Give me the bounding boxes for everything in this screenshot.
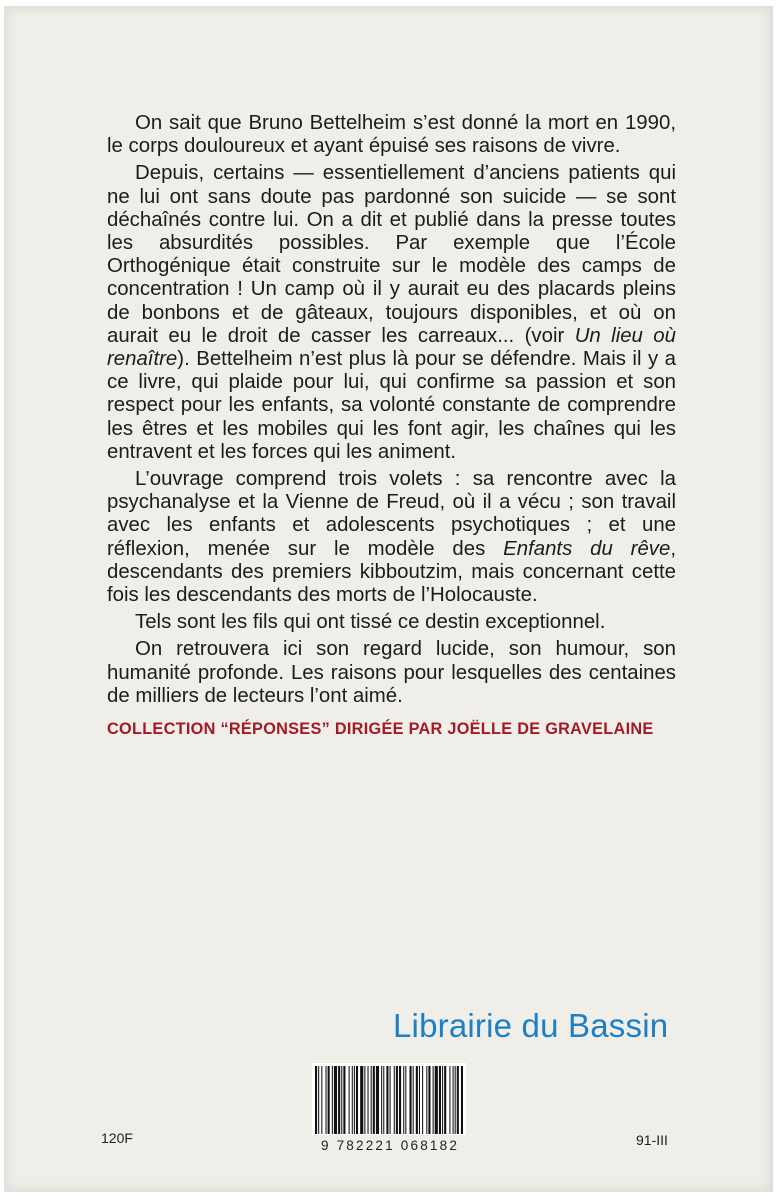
- blurb-text: , descendants des premiers kibboutzim, mais concernant cette fois les descendants des morts de l’Holocauste.: [107, 537, 677, 607]
- collection-line: COLLECTION “RÉPONSES” DIRIGÉE PAR JOËLLE DE GRAVELAINE: [107, 719, 654, 738]
- barcode-bar: [343, 1066, 345, 1134]
- barcode-bar: [413, 1066, 414, 1134]
- barcode-bar: [433, 1066, 434, 1134]
- barcode-bar: [410, 1066, 412, 1134]
- isbn-number: 9 782221 068182: [320, 1138, 460, 1153]
- barcode-bar: [318, 1066, 319, 1134]
- edition-code: 91-III: [636, 1132, 668, 1148]
- barcode-bar: [315, 1066, 317, 1134]
- blurb-paragraph: [107, 638, 676, 708]
- barcode-bar: [394, 1066, 395, 1134]
- barcode-bar: [368, 1066, 369, 1134]
- barcode-bar: [453, 1066, 454, 1134]
- barcode-bar: [360, 1066, 363, 1134]
- barcode-bar: [419, 1066, 420, 1134]
- blurb-text: On retrouvera ici son regard lucide, son humour, son humanité profonde. Les raisons pour lesquelles des centaines de milliers de lecteurs l’ont aimé.: [107, 638, 676, 707]
- blurb-text: On sait que Bruno Bettelheim s’est donné la mort en 1990, le corps douloureux et ayant épuisé ses raisons de vivre.: [107, 112, 676, 158]
- book-title-reference: Un lieu où renaître: [107, 324, 676, 371]
- barcode-bar: [428, 1066, 430, 1134]
- barcode-bar: [396, 1066, 398, 1134]
- barcode-bar: [326, 1066, 327, 1134]
- barcode-bar: [457, 1066, 459, 1134]
- book-title-reference: Enfants du rêve: [503, 537, 671, 560]
- blurb-paragraph: [107, 162, 676, 464]
- blurb-paragraph: [107, 611, 676, 634]
- barcode-bar: [364, 1066, 365, 1134]
- blurb-paragraph: [107, 468, 676, 607]
- barcode-bar: [416, 1066, 418, 1134]
- barcode-bar: [349, 1066, 350, 1134]
- barcode-bar: [442, 1066, 443, 1134]
- barcode-bar: [399, 1066, 401, 1134]
- barcode-bar: [371, 1066, 372, 1134]
- barcode-bar: [381, 1066, 382, 1134]
- barcode-bar: [444, 1066, 446, 1134]
- blurb-text: ). Bettelheim n’est plus là pour se défendre. Mais il y a ce livre, qui plaide pour lui, qui confirme sa passion et son respect pour les enfants, sa volonté constante de comprendre les êtres et les mobiles qui les font agir, les chaînes qui les entravent et les forces qui les animent.: [107, 348, 676, 463]
- barcode-bar: [376, 1066, 379, 1134]
- barcode-bar: [354, 1066, 355, 1134]
- barcode-bar: [328, 1066, 330, 1134]
- barcode-bar: [356, 1066, 358, 1134]
- barcode: [315, 1066, 463, 1134]
- barcode-bar: [321, 1066, 322, 1134]
- barcode-bar: [449, 1066, 450, 1134]
- barcode-bar: [405, 1066, 406, 1134]
- barcode-bar: [386, 1066, 388, 1134]
- blurb-text: Tels sont les fils qui ont tissé ce destin exceptionnel.: [135, 611, 606, 634]
- barcode-bar: [383, 1066, 384, 1134]
- barcode-bar: [461, 1066, 463, 1134]
- barcode-bar: [390, 1066, 391, 1134]
- barcode-bar: [439, 1066, 441, 1134]
- barcode-bar: [341, 1066, 342, 1134]
- barcode-bar: [435, 1066, 438, 1134]
- bookseller-stamp: Librairie du Bassin: [393, 1007, 669, 1044]
- price-label: 120F: [101, 1130, 133, 1146]
- barcode-bar: [332, 1066, 333, 1134]
- back-cover-blurb: [107, 112, 676, 712]
- barcode-bar: [455, 1066, 456, 1134]
- barcode-bar: [352, 1066, 353, 1134]
- barcode-bar: [334, 1066, 337, 1134]
- barcode-bar: [426, 1066, 427, 1134]
- barcode-bar: [338, 1066, 340, 1134]
- blurb-paragraph: [107, 112, 676, 158]
- barcode-bar: [403, 1066, 404, 1134]
- blurb-text: Depuis, certains — essentiellement d’anciens patients qui ne lui ont sans doute pas pardonné son suicide — se sont déchaînés contre lui. On a dit et publié dans la presse toutes les absurdités possibles. Par exemple que l’École Orthogénique était construite sur le modèle des camps de concentration ! Un camp où il y aurait eu des placards pleins de bonbons et de gâteaux, toujours disponibles, et où on aurait eu le droit de casser les carreaux... (voir: [107, 162, 676, 347]
- barcode-bar: [373, 1066, 375, 1134]
- blurb-text: L’ouvrage comprend trois volets : sa rencontre avec la psychanalyse et la Vienne de Freud, où il a vécu ; son travail avec les enfants et adolescents psychotiques ; et une réflexion, menée sur le modèle des: [107, 468, 676, 560]
- barcode-bar: [422, 1066, 423, 1134]
